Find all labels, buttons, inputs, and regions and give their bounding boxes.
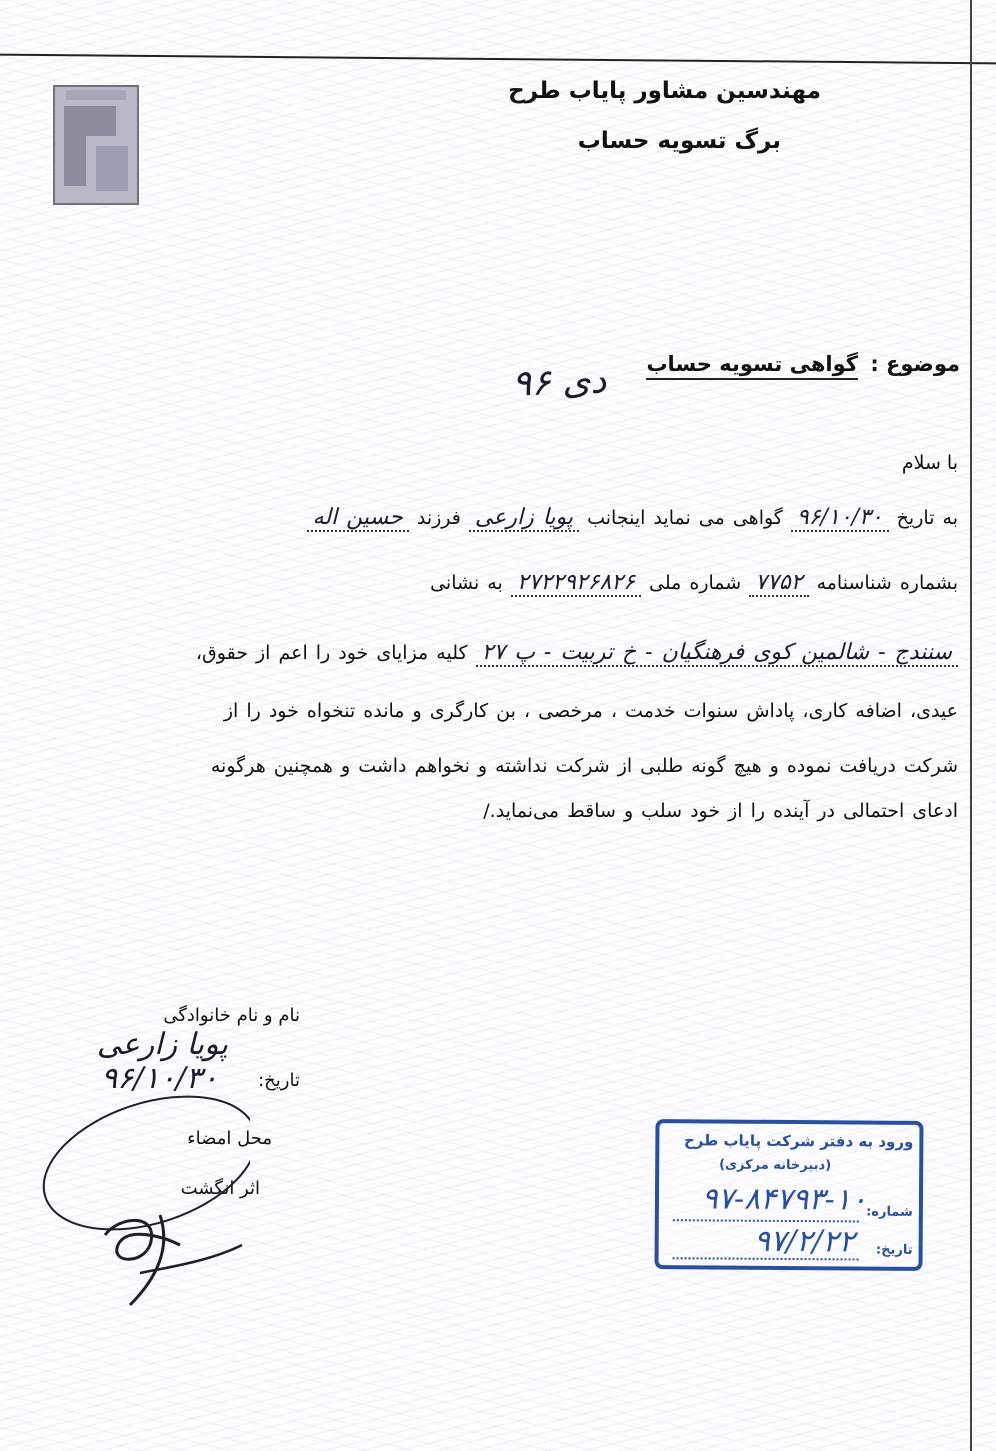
signature-date-handwritten: ۹۶/۱۰/۳۰ <box>101 1061 218 1096</box>
stamp-date-dots <box>673 1257 859 1260</box>
body-line-3 <box>196 640 958 667</box>
stamp-title: ورود به دفتر شرکت پایاب طرح <box>683 1131 914 1151</box>
settlement-date-field: ۹۶/۱۰/۳۰ <box>791 505 889 532</box>
id-number-field: ۷۷۵۲ <box>749 570 808 597</box>
stamp-subtitle: (دبیرخانه مرکزی) <box>719 1157 832 1174</box>
address-field: سنندج - شالمین کوی فرهنگیان - خ تربیت - پ ۲۷ <box>476 640 958 667</box>
receipt-stamp <box>654 1119 923 1271</box>
body-line-6: ادعای احتمالی در آینده را از خود سلب و ساقط می‌نماید./ <box>483 800 958 822</box>
id-number-label: بشماره شناسنامه <box>816 572 958 594</box>
subject-value: گواهی تسویه حساب <box>646 352 858 380</box>
certify-text: گواهی می نماید اینجانب <box>587 507 783 529</box>
subject-label: موضوع : <box>870 352 960 376</box>
full-name-label: نام و نام خانوادگی <box>163 1005 300 1026</box>
benefits-text: کلیه مزایای خود را اعم از حقوق، <box>195 642 468 664</box>
full-name-handwritten: پویا زارعی <box>96 1027 228 1062</box>
date-intro: به تاریخ <box>896 507 958 529</box>
stamp-date-label: تاریخ: <box>875 1242 913 1258</box>
body-line-4: عیدی، اضافه کاری، پاداش سنوات خدمت ، مرخصی ، بن کارگری و مانده تنخواه خود را از <box>223 700 958 722</box>
body-line-2 <box>430 570 958 597</box>
body-line-5: شرکت دریافت نموده و هیچ گونه طلبی از شرکت نداشته و نخواهم داشت و همچنین هرگونه <box>210 755 958 777</box>
stamp-number-dots <box>673 1219 859 1222</box>
national-code-field: ۲۷۲۲۹۲۶۸۲۶ <box>511 570 641 597</box>
national-code-label: شماره ملی <box>649 572 742 594</box>
form-title: برگ تسویه حساب <box>577 128 781 154</box>
stamp-number-label: شماره: <box>866 1204 913 1220</box>
child-of-label: فرزند <box>416 507 461 529</box>
address-label: به نشانی <box>430 572 503 594</box>
fingerprint-label: اثر انگشت <box>180 1178 260 1199</box>
page-right-edge <box>970 0 972 1451</box>
signature-scribble <box>10 1095 250 1315</box>
signature-place-label: محل امضاء <box>187 1128 272 1149</box>
company-logo <box>46 66 146 216</box>
handwritten-month: دی ۹۶ <box>511 360 608 405</box>
signature-date-label: تاریخ: <box>258 1070 300 1091</box>
body-line-1 <box>307 505 958 532</box>
stamp-date-value: ۹۷/۲/۲۲ <box>753 1223 855 1260</box>
salutation: با سلام <box>901 452 958 474</box>
employee-name-field: پویا زارعی <box>469 505 579 532</box>
company-name: مهندسین مشاور پایاب طرح <box>508 78 821 104</box>
stamp-number-value: ۹۷-۸۴۷۹۳-۱۰ <box>701 1181 868 1218</box>
signature-block <box>40 995 300 1315</box>
father-name-field: حسین اله <box>307 505 409 532</box>
page-top-edge <box>0 54 996 65</box>
